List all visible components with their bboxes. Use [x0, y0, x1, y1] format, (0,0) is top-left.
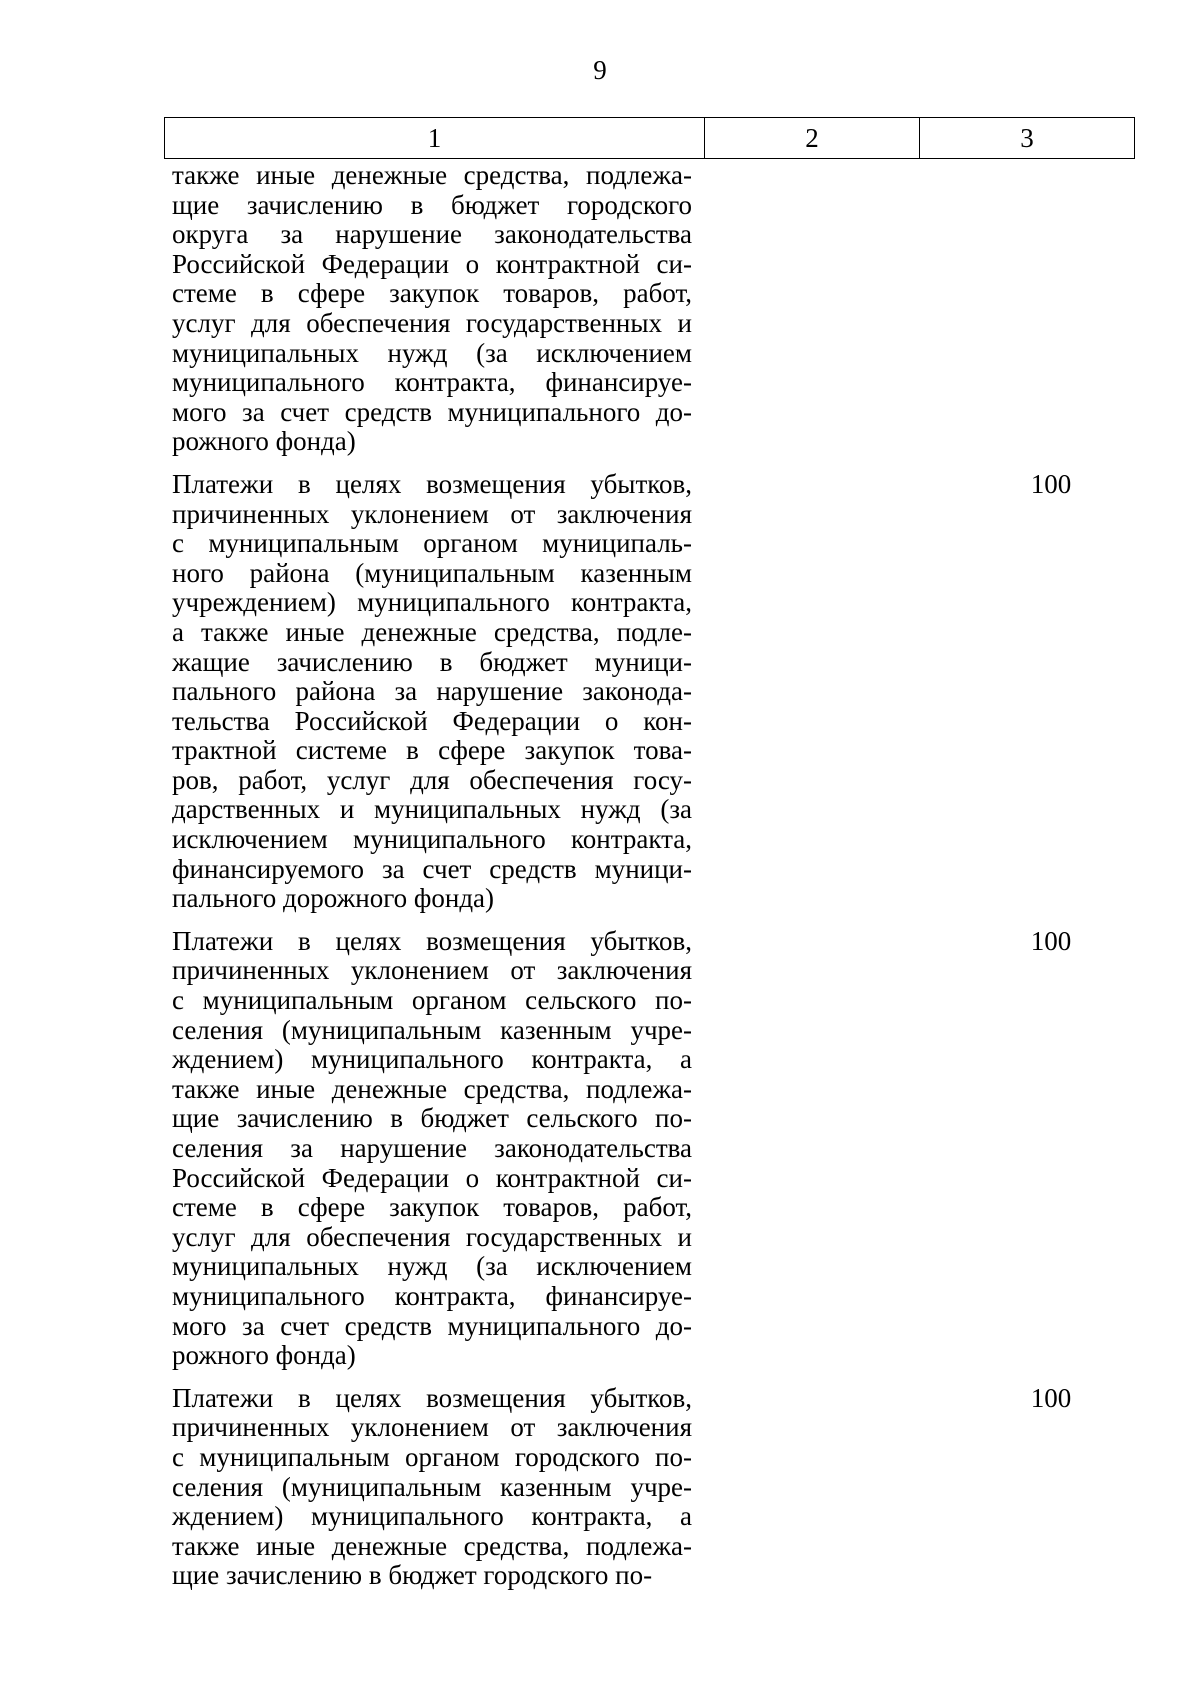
- description-line: услуг для обеспечения государственных и: [172, 307, 692, 338]
- row-description: [172, 161, 692, 457]
- description-line: стеме в сфере закупок товаров, работ,: [172, 1192, 692, 1223]
- description-line: муниципальных нужд (за исключением: [172, 337, 692, 368]
- description-line: селения (муниципальным казенным учре-: [172, 1471, 692, 1502]
- column-header-2: 2: [705, 118, 920, 159]
- description-line: щие зачислению в бюджет сельского по-: [172, 1103, 692, 1134]
- description-line: ждением) муниципального контракта, а: [172, 1501, 692, 1532]
- table-header-row: [165, 118, 1135, 159]
- description-line: жащие зачислению в бюджет муници-: [172, 646, 692, 677]
- description-line: мого за счет средств муниципального до-: [172, 1310, 692, 1341]
- description-line: селения (муниципальным казенным учре-: [172, 1014, 692, 1045]
- description-line: также иные денежные средства, подлежа-: [172, 160, 692, 190]
- page-number: 9: [593, 55, 607, 85]
- description-line: тельства Российской Федерации о кон-: [172, 705, 692, 736]
- description-line: с муниципальным органом городского по-: [172, 1441, 692, 1472]
- description-line: Российской Федерации о контрактной си-: [172, 1162, 692, 1193]
- description-line: муниципальных нужд (за исключением: [172, 1251, 692, 1282]
- description-line: округа за нарушение законодательства: [172, 219, 692, 250]
- column-header-3: 3: [920, 118, 1135, 159]
- table-body: [172, 161, 1134, 1604]
- row-value-column-3: 100: [1030, 1382, 1072, 1413]
- description-line: причиненных уклонением от заключения: [172, 955, 692, 986]
- description-line: Российской Федерации о контрактной си-: [172, 248, 692, 279]
- description-line: ждением) муниципального контракта, а: [172, 1044, 692, 1075]
- description-line: причиненных уклонением от заключения: [172, 1412, 692, 1443]
- description-line: ров, работ, услуг для обеспечения госу-: [172, 764, 692, 795]
- description-line: также иные денежные средства, подлежа-: [172, 1073, 692, 1104]
- row-value-column-3: 100: [1030, 468, 1072, 499]
- row-value-column-3: 100: [1030, 925, 1072, 956]
- description-line: муниципального контракта, финансируе-: [172, 1280, 692, 1311]
- description-line: пального дорожного фонда): [172, 883, 495, 914]
- column-header-1: 1: [165, 118, 705, 159]
- description-line: трактной системе в сфере закупок това-: [172, 735, 692, 766]
- row-description: [172, 1384, 692, 1591]
- description-line: пального района за нарушение законода-: [172, 676, 692, 707]
- description-line: рожного фонда): [172, 1340, 356, 1371]
- table-row: [172, 1384, 1134, 1591]
- description-line: услуг для обеспечения государственных и: [172, 1221, 692, 1252]
- description-line: с муниципальным органом муниципаль-: [172, 528, 692, 559]
- table-row: [172, 161, 1134, 457]
- description-line: исключением муниципального контракта,: [172, 824, 692, 855]
- description-line: учреждением) муниципального контракта,: [172, 587, 692, 618]
- description-line: финансируемого за счет средств муници-: [172, 853, 692, 884]
- row-description: [172, 470, 692, 914]
- description-line: щие зачислению в бюджет городского по-: [172, 1560, 653, 1591]
- description-line: щие зачислению в бюджет городского: [172, 189, 692, 220]
- table-row: [172, 470, 1134, 914]
- description-line: также иные денежные средства, подлежа-: [172, 1530, 692, 1561]
- description-line: дарственных и муниципальных нужд (за: [172, 794, 692, 825]
- description-line: причиненных уклонением от заключения: [172, 498, 692, 529]
- description-line: а также иные денежные средства, подле-: [172, 616, 692, 647]
- description-line: Платежи в целях возмещения убытков,: [172, 925, 692, 956]
- description-line: селения за нарушение законодательства: [172, 1133, 692, 1163]
- description-line: с муниципальным органом сельского по-: [172, 985, 692, 1016]
- table-row: [172, 927, 1134, 1371]
- description-line: рожного фонда): [172, 426, 356, 457]
- row-description: [172, 927, 692, 1371]
- description-line: стеме в сфере закупок товаров, работ,: [172, 278, 692, 309]
- description-line: Платежи в целях возмещения убытков,: [172, 1382, 692, 1413]
- description-line: муниципального контракта, финансируе-: [172, 367, 692, 398]
- table-header: [164, 117, 1135, 159]
- description-line: Платежи в целях возмещения убытков,: [172, 468, 692, 499]
- description-line: ного района (муниципальным казенным: [172, 557, 692, 588]
- description-line: мого за счет средств муниципального до-: [172, 396, 692, 427]
